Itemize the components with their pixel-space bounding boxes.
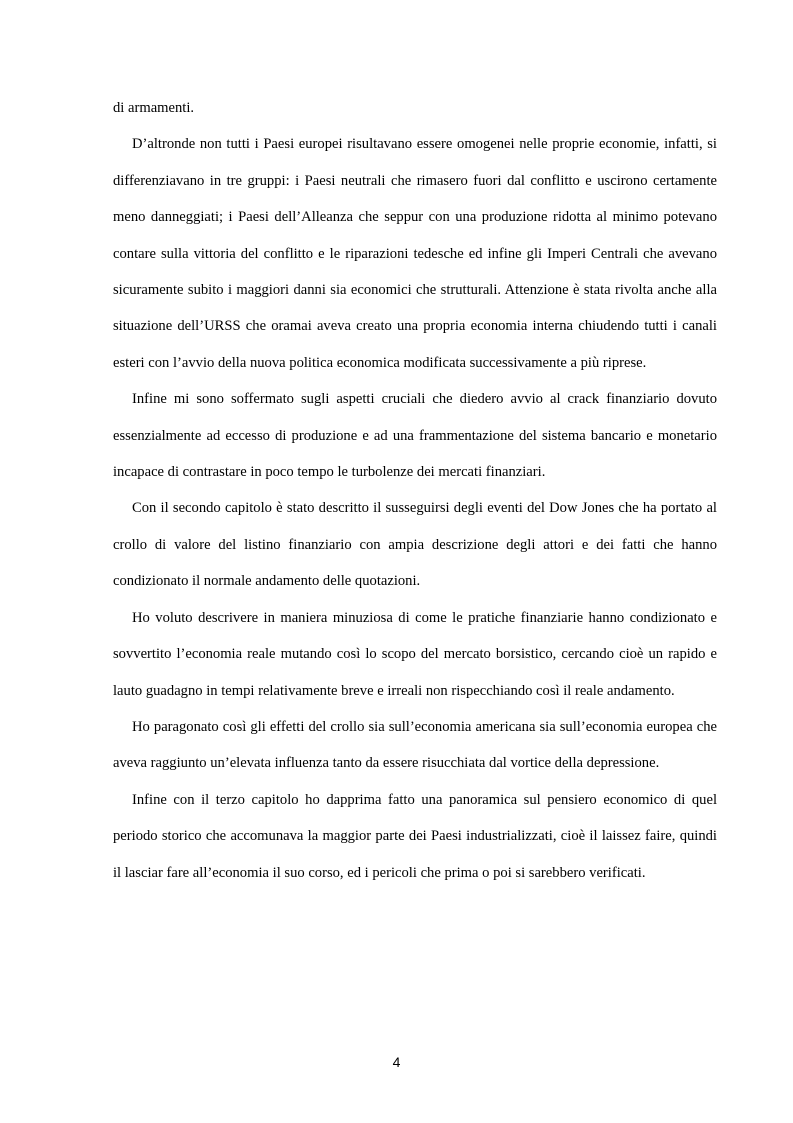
paragraph-2: D’altronde non tutti i Paesi europei risultavano essere omogenei nelle proprie economie, infatti, si differenziavano in tre gruppi: i Paesi neutrali che rimasero fuori dal conflitto e uscirono certamente meno danneggiati; i Paesi dell’Alleanza che seppur con una produzione ridotta al minimo potevano contare sulla vittoria del conflitto e le riparazioni tedesche ed infine gli Imperi Centrali che avevano sicuramente subito i maggiori danni sia economici che strutturali. Attenzione è stata rivolta anche alla situazione dell’URSS che oramai aveva creato una propria economia interna chiudendo tutti i canali esteri con l’avvio della nuova politica economica modificata successivamente a più riprese. [113, 136, 717, 371]
body-text [113, 90, 717, 891]
paragraph-4: Con il secondo capitolo è stato descritto il susseguirsi degli eventi del Dow Jones che ha portato al crollo di valore del listino finanziario con ampia descrizione degli attori e dei fatti che hanno condizionato il normale andamento delle quotazioni. [113, 500, 717, 590]
paragraph-3: Infine mi sono soffermato sugli aspetti cruciali che diedero avvio al crack finanziario dovuto essenzialmente ad eccesso di produzione e ad una frammentazione del sistema bancario e monetario incapace di contrastare in poco tempo le turbolenze dei mercati finanziari. [113, 391, 717, 481]
paragraph-1: di armamenti. [113, 100, 195, 116]
paragraph-5: Ho voluto descrivere in maniera minuziosa di come le pratiche finanziarie hanno condizionato e sovvertito l’economia reale mutando così lo scopo del mercato borsistico, cercando cioè un rapido e lauto guadagno in tempi relativamente breve e irreali non rispecchiando così il reale andamento. [113, 609, 717, 699]
paragraph-6: Ho paragonato così gli effetti del crollo sia sull’economia americana sia sull’economia europea che aveva raggiunto un’elevata influenza tanto da essere risucchiata dal vortice della depressione. [113, 718, 717, 772]
page-number: 4 [392, 1054, 401, 1070]
paragraph-7: Infine con il terzo capitolo ho dapprima fatto una panoramica sul pensiero economico di quel periodo storico che accomunava la maggior parte dei Paesi industrializzati, cioè il laissez faire, quindi il lasciar fare all’economia il suo corso, ed i pericoli che prima o poi si sarebbero verificati. [113, 791, 717, 881]
